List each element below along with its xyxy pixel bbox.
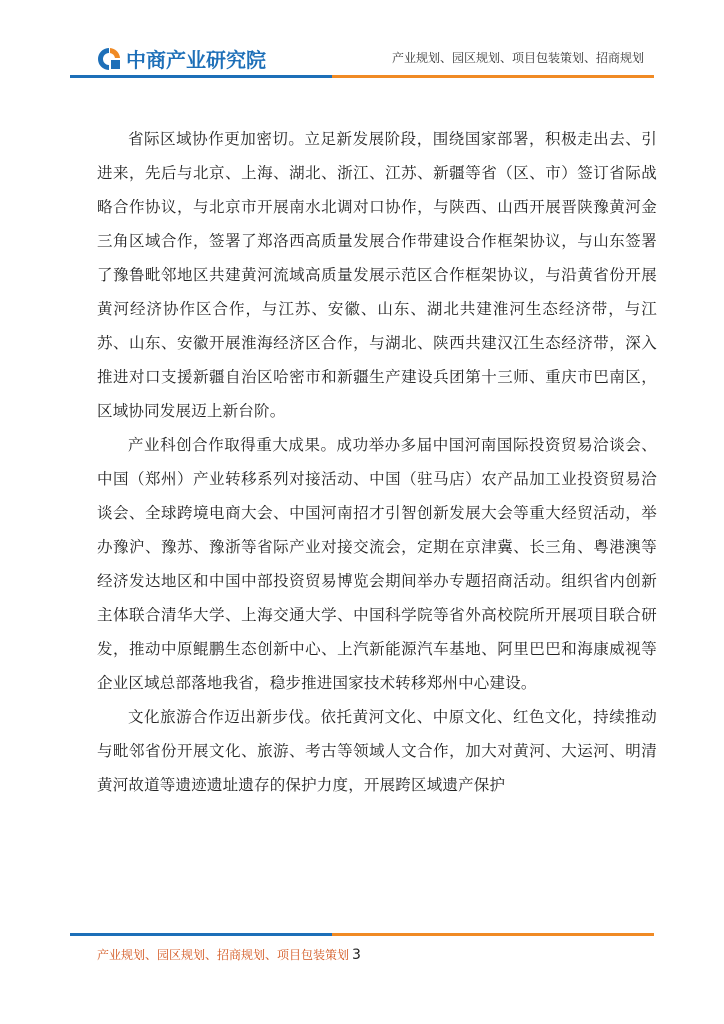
page-number: 3 <box>352 947 361 963</box>
page-footer <box>97 946 361 963</box>
paragraph-regional-cooperation: 省际区域协作更加密切。立足新发展阶段，围绕国家部署，积极走出去、引进来，先后与北京、上海、湖北、浙江、江苏、新疆等省（区、市）签订省际战略合作协议，与北京市开展南水北调对口协作，与陕西、山西开展晋陕豫黄河金三角区域合作，签署了郑洛西高质量发展合作带建设合作框架协议，与山东签署了豫鲁毗邻地区共建黄河流域高质量发展示范区合作框架协议，与沿黄省份开展黄河经济协作区合作，与江苏、安徽、山东、湖北共建淮河生态经济带，与江苏、山东、安徽开展淮海经济区合作，与湖北、陕西共建汉江生态经济带，深入推进对口支援新疆自治区哈密市和新疆生产建设兵团第十三师、重庆市巴南区，区域协同发展迈上新台阶。 <box>97 130 657 420</box>
footer-divider-orange <box>332 933 654 936</box>
header-tagline: 产业规划、园区规划、项目包装策划、招商规划 <box>391 51 644 65</box>
document-body <box>97 122 657 802</box>
paragraph-culture-tourism: 文化旅游合作迈出新步伐。依托黄河文化、中原文化、红色文化，持续推动与毗邻省份开展文化、旅游、考古等领域人文合作，加大对黄河、大运河、明清黄河故道等遗迹遗址遗存的保护力度，开展跨区域遗产保护 <box>97 708 657 794</box>
logo-text: 中商产业研究院 <box>126 48 266 72</box>
paragraph-industry-innovation: 产业科创合作取得重大成果。成功举办多届中国河南国际投资贸易洽谈会、中国（郑州）产业转移系列对接活动、中国（驻马店）农产品加工业投资贸易洽谈会、全球跨境电商大会、中国河南招才引智创新发展大会等重大经贸活动，举办豫沪、豫苏、豫浙等省际产业对接交流会，定期在京津冀、长三角、粤港澳等经济发达地区和中国中部投资贸易博览会期间举办专题招商活动。组织省内创新主体联合清华大学、上海交通大学、中国科学院等省外高校院所开展项目联合研发，推动中原鲲鹏生态创新中心、上汽新能源汽车基地、阿里巴巴和海康威视等企业区域总部落地我省，稳步推进国家技术转移郑州中心建设。 <box>97 436 657 692</box>
header-divider-blue <box>70 75 332 78</box>
footer-tagline: 产业规划、园区规划、招商规划、项目包装策划 <box>97 948 350 962</box>
company-logo <box>96 44 266 73</box>
header-divider-orange <box>332 75 654 78</box>
footer-divider-blue <box>70 933 332 936</box>
logo-icon <box>96 46 122 72</box>
page-header <box>0 0 724 90</box>
